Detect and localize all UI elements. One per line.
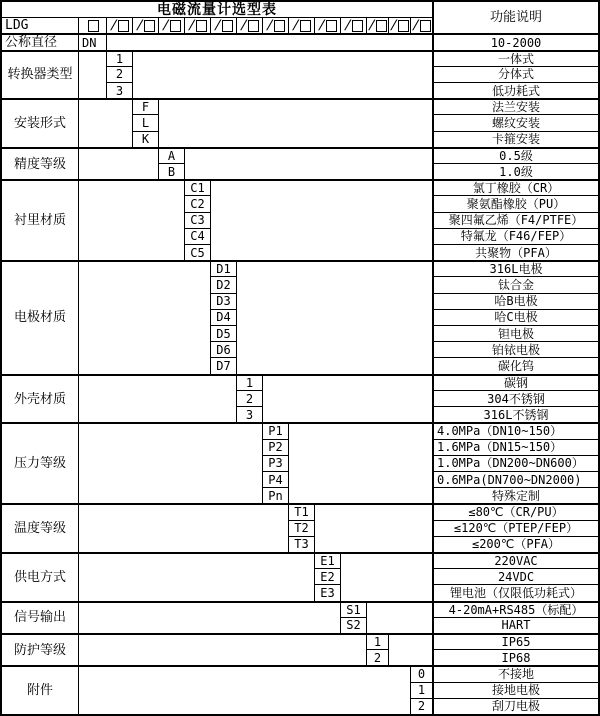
filler-cell bbox=[79, 504, 288, 552]
selection-box-icon bbox=[398, 20, 409, 32]
selection-box-icon bbox=[222, 20, 233, 32]
selection-box-icon bbox=[196, 20, 207, 32]
filler-cell bbox=[79, 261, 210, 373]
function-cell: 220VAC bbox=[433, 553, 598, 568]
function-cell: 氯丁橡胶（CR） bbox=[433, 180, 598, 195]
selection-box-icon bbox=[170, 20, 181, 32]
slash-separator: / bbox=[212, 18, 223, 34]
section-label: 温度等级 bbox=[2, 504, 78, 552]
selection-box-icon bbox=[376, 20, 387, 32]
slash-separator: / bbox=[160, 18, 171, 34]
slash-separator: / bbox=[238, 18, 249, 34]
function-cell: 特殊定制 bbox=[433, 488, 598, 503]
filler-cell bbox=[79, 423, 262, 503]
code-cell: 1 bbox=[411, 683, 432, 698]
page-title: 电磁流量计选型表 bbox=[2, 2, 432, 17]
filler-cell bbox=[315, 504, 432, 552]
code-cell: L bbox=[133, 115, 158, 130]
function-cell: 特氟龙（F46/FEP） bbox=[433, 229, 598, 244]
selection-slash-box-cell bbox=[263, 18, 288, 33]
function-cell: 4-20mA+RS485（标配） bbox=[433, 602, 598, 617]
filler-cell bbox=[389, 634, 432, 665]
code-cell: C4 bbox=[185, 229, 210, 244]
code-cell: 2 bbox=[237, 391, 262, 406]
selection-box-icon bbox=[352, 20, 363, 32]
filler-cell bbox=[341, 553, 432, 601]
code-cell: P4 bbox=[263, 472, 288, 487]
filler-cell bbox=[107, 34, 432, 49]
section-label: 精度等级 bbox=[2, 148, 78, 179]
filler-cell bbox=[263, 375, 432, 423]
slash-separator: / bbox=[134, 18, 145, 34]
code-cell: DN bbox=[79, 34, 106, 49]
selection-slash-box-cell bbox=[133, 18, 158, 33]
filler-cell bbox=[79, 375, 236, 423]
code-cell: 3 bbox=[107, 83, 132, 98]
function-cell: 0.5级 bbox=[433, 148, 598, 163]
code-cell: A bbox=[159, 148, 184, 163]
selection-box-icon bbox=[88, 20, 99, 32]
section-label: 信号输出 bbox=[2, 602, 78, 633]
filler-cell bbox=[211, 180, 432, 260]
code-cell: B bbox=[159, 164, 184, 179]
slash-separator: / bbox=[342, 18, 353, 34]
slash-separator: / bbox=[290, 18, 301, 34]
function-cell: IP68 bbox=[433, 650, 598, 665]
selection-box-icon bbox=[274, 20, 285, 32]
function-cell: 1.6MPa（DN15~150） bbox=[433, 440, 598, 455]
function-cell: 分体式 bbox=[433, 67, 598, 82]
code-cell: C1 bbox=[185, 180, 210, 195]
function-cell: 304不锈钢 bbox=[433, 391, 598, 406]
code-cell: E2 bbox=[315, 569, 340, 584]
code-cell: 0 bbox=[411, 666, 432, 681]
code-cell: D6 bbox=[211, 342, 236, 357]
code-cell: 1 bbox=[237, 375, 262, 390]
section-label: 防护等级 bbox=[2, 634, 78, 665]
code-cell: F bbox=[133, 99, 158, 114]
function-cell: 卡箍安装 bbox=[433, 132, 598, 147]
filler-cell bbox=[79, 51, 106, 99]
code-cell: D3 bbox=[211, 294, 236, 309]
filler-cell bbox=[237, 261, 432, 373]
selection-box-icon bbox=[300, 20, 311, 32]
code-cell: T2 bbox=[289, 521, 314, 536]
function-cell: ≤120℃（PTEP/FEP） bbox=[433, 521, 598, 536]
section-label: 压力等级 bbox=[2, 423, 78, 503]
filler-cell bbox=[133, 51, 432, 99]
filler-cell bbox=[79, 602, 340, 633]
code-cell: E3 bbox=[315, 585, 340, 600]
selection-slash-box-cell bbox=[211, 18, 236, 33]
slash-separator: / bbox=[108, 18, 119, 34]
code-cell: C2 bbox=[185, 196, 210, 211]
model-prefix: LDG bbox=[2, 18, 78, 33]
code-cell: D2 bbox=[211, 277, 236, 292]
filler-cell bbox=[289, 423, 432, 503]
function-cell: 不接地 bbox=[433, 666, 598, 681]
selection-slash-box-cell bbox=[289, 18, 314, 33]
function-cell: 4.0MPa（DN10~150） bbox=[433, 423, 598, 438]
selection-slash-box-cell bbox=[237, 18, 262, 33]
function-cell: 316L不锈钢 bbox=[433, 407, 598, 422]
function-cell: 1.0级 bbox=[433, 164, 598, 179]
function-cell: 10-2000 bbox=[433, 34, 598, 49]
code-cell: 2 bbox=[367, 650, 388, 665]
filler-cell bbox=[367, 602, 432, 633]
function-cell: 316L电极 bbox=[433, 261, 598, 276]
selection-box-icon bbox=[144, 20, 155, 32]
function-cell: 哈C电极 bbox=[433, 310, 598, 325]
code-cell: 2 bbox=[107, 67, 132, 82]
code-cell: 1 bbox=[367, 634, 388, 649]
function-cell: HART bbox=[433, 618, 598, 633]
function-cell: 0.6MPa(DN700~DN2000) bbox=[433, 472, 598, 487]
function-cell: 接地电极 bbox=[433, 683, 598, 698]
code-cell: Pn bbox=[263, 488, 288, 503]
selection-slash-box-cell bbox=[411, 18, 432, 33]
function-cell: ≤200℃（PFA） bbox=[433, 537, 598, 552]
section-label: 供电方式 bbox=[2, 553, 78, 601]
selection-slash-box-cell bbox=[159, 18, 184, 33]
filler-cell bbox=[185, 148, 432, 179]
function-cell: 聚氨酯橡胶（PU） bbox=[433, 196, 598, 211]
function-cell: 碳钢 bbox=[433, 375, 598, 390]
filler-cell bbox=[79, 99, 132, 147]
code-cell: P2 bbox=[263, 440, 288, 455]
section-label: 附件 bbox=[2, 666, 78, 714]
selection-box-icon bbox=[420, 20, 431, 32]
slash-separator: / bbox=[186, 18, 197, 34]
function-cell: 低功耗式 bbox=[433, 83, 598, 98]
code-cell: D5 bbox=[211, 326, 236, 341]
function-header: 功能说明 bbox=[433, 2, 598, 33]
slash-separator: / bbox=[367, 18, 377, 34]
section-label: 电极材质 bbox=[2, 261, 78, 373]
code-cell: S1 bbox=[341, 602, 366, 617]
filler-cell bbox=[79, 148, 158, 179]
function-cell: 1.0MPa（DN200~DN600） bbox=[433, 456, 598, 471]
function-cell: 锂电池（仅限低功耗式） bbox=[433, 585, 598, 600]
slash-separator: / bbox=[316, 18, 327, 34]
function-cell: 哈B电极 bbox=[433, 294, 598, 309]
code-cell: T3 bbox=[289, 537, 314, 552]
section-label: 安装形式 bbox=[2, 99, 78, 147]
section-label: 外壳材质 bbox=[2, 375, 78, 423]
section-label: 公称直径 bbox=[2, 34, 78, 49]
function-cell: 一体式 bbox=[433, 51, 598, 66]
filler-cell bbox=[159, 99, 432, 147]
function-cell: 聚四氟乙烯（F4/PTFE） bbox=[433, 213, 598, 228]
function-cell: 刮刀电极 bbox=[433, 699, 598, 714]
slash-separator: / bbox=[389, 18, 399, 34]
function-cell: 铂铱电极 bbox=[433, 342, 598, 357]
function-cell: 钛合金 bbox=[433, 277, 598, 292]
code-cell: C5 bbox=[185, 245, 210, 260]
selection-slash-box-cell bbox=[185, 18, 210, 33]
selection-box-icon bbox=[248, 20, 259, 32]
selection-box-icon bbox=[326, 20, 337, 32]
code-cell: D1 bbox=[211, 261, 236, 276]
slash-separator: / bbox=[411, 18, 421, 34]
function-cell: 共聚物（PFA） bbox=[433, 245, 598, 260]
filler-cell bbox=[79, 553, 314, 601]
code-cell: T1 bbox=[289, 504, 314, 519]
code-cell: 2 bbox=[411, 699, 432, 714]
filler-cell bbox=[79, 634, 366, 665]
code-cell: P1 bbox=[263, 423, 288, 438]
code-cell: K bbox=[133, 132, 158, 147]
function-cell: ≤80℃（CR/PU） bbox=[433, 504, 598, 519]
selection-slash-box-cell bbox=[341, 18, 366, 33]
filler-cell bbox=[79, 180, 184, 260]
function-cell: 24VDC bbox=[433, 569, 598, 584]
section-label: 衬里材质 bbox=[2, 180, 78, 260]
function-cell: 螺纹安装 bbox=[433, 115, 598, 130]
selection-slash-box-cell bbox=[315, 18, 340, 33]
function-cell: 钽电极 bbox=[433, 326, 598, 341]
selection-slash-box-cell bbox=[367, 18, 388, 33]
code-cell: C3 bbox=[185, 213, 210, 228]
code-cell: E1 bbox=[315, 553, 340, 568]
code-cell: S2 bbox=[341, 618, 366, 633]
selection-box-icon bbox=[118, 20, 129, 32]
filler-cell bbox=[79, 666, 410, 714]
code-cell: 1 bbox=[107, 51, 132, 66]
section-label: 转换器类型 bbox=[2, 51, 78, 99]
function-cell: 碳化钨 bbox=[433, 358, 598, 373]
code-cell: D7 bbox=[211, 358, 236, 373]
function-cell: 法兰安装 bbox=[433, 99, 598, 114]
function-cell: IP65 bbox=[433, 634, 598, 649]
code-cell: 3 bbox=[237, 407, 262, 422]
selection-slash-box-cell bbox=[107, 18, 132, 33]
selection-slash-box-cell bbox=[389, 18, 410, 33]
slash-separator: / bbox=[264, 18, 275, 34]
model-box-cell bbox=[79, 18, 106, 33]
code-cell: P3 bbox=[263, 456, 288, 471]
code-cell: D4 bbox=[211, 310, 236, 325]
